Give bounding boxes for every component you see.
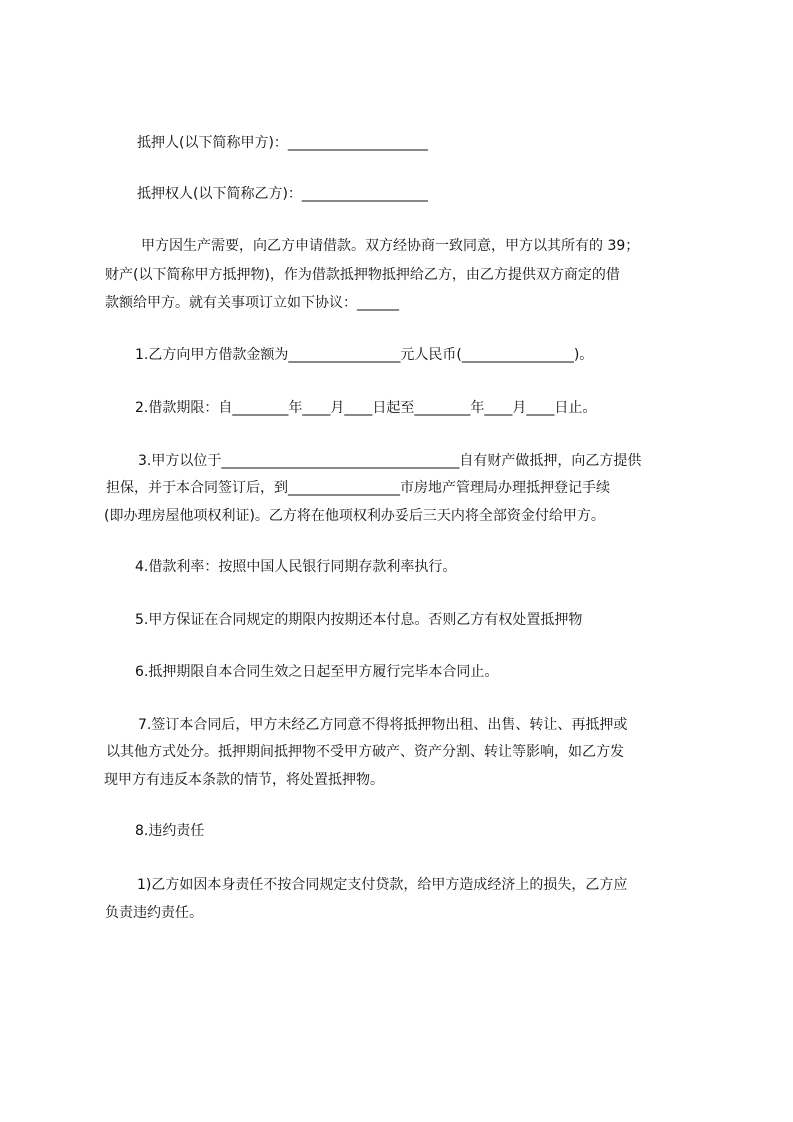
mortgagor-line: 抵押人(以下简称甲方)：____________________: [137, 135, 428, 151]
clause-8-sub-1-line-2: 负责违约责任。: [105, 905, 203, 921]
clause-8-title: 8.违约责任: [135, 823, 205, 839]
clause-7-line-3: 现甲方有违反本条款的情节，将处置抵押物。: [104, 772, 384, 788]
clause-3-line-2: 担保，并于本合同签订后，到________________市房地产管理局办理抵押登记手续: [106, 480, 610, 496]
mortgagee-line: 抵押权人(以下简称乙方)：__________________: [137, 186, 428, 202]
intro-line-2: 财产(以下简称甲方抵押物)，作为借款抵押物抵押给乙方，由乙方提供双方商定的借: [105, 267, 620, 283]
clause-1: 1.乙方向甲方借款金额为________________元人民币(________________)。: [135, 347, 594, 363]
clause-5: 5.甲方保证在合同规定的期限内按期还本付息。否则乙方有权处置抵押物: [135, 612, 583, 628]
clause-6: 6.抵押期限自本合同生效之日起至甲方履行完毕本合同止。: [135, 664, 499, 680]
clause-3-line-3: (即办理房屋他项权利证)。乙方将在他项权利办妥后三天内将全部资金付给甲方。: [104, 508, 605, 524]
clause-8-sub-1-line-1: 1)乙方如因本身责任不按合同规定支付贷款，给甲方造成经济上的损失，乙方应: [137, 877, 628, 893]
intro-line-1: 甲方因生产需要，向乙方申请借款。双方经协商一致同意，甲方以其所有的 39；: [141, 238, 640, 254]
clause-7-line-2: 以其他方式处分。抵押期间抵押物不受甲方破产、资产分割、转让等影响，如乙方发: [106, 744, 624, 760]
intro-line-3: 款额给甲方。就有关事项订立如下协议：______: [105, 295, 399, 311]
clause-7-line-1: 7.签订本合同后，甲方未经乙方同意不得将抵押物出租、出售、转让、再抵押或: [138, 717, 628, 733]
clause-4: 4.借款利率：按照中国人民银行同期存款利率执行。: [135, 559, 457, 575]
clause-3-line-1: 3.甲方以位于__________________________________自有财产做抵押，向乙方提供: [138, 453, 642, 469]
clause-2: 2.借款期限：自________年____月____日起至________年____月____日止。: [135, 400, 597, 416]
